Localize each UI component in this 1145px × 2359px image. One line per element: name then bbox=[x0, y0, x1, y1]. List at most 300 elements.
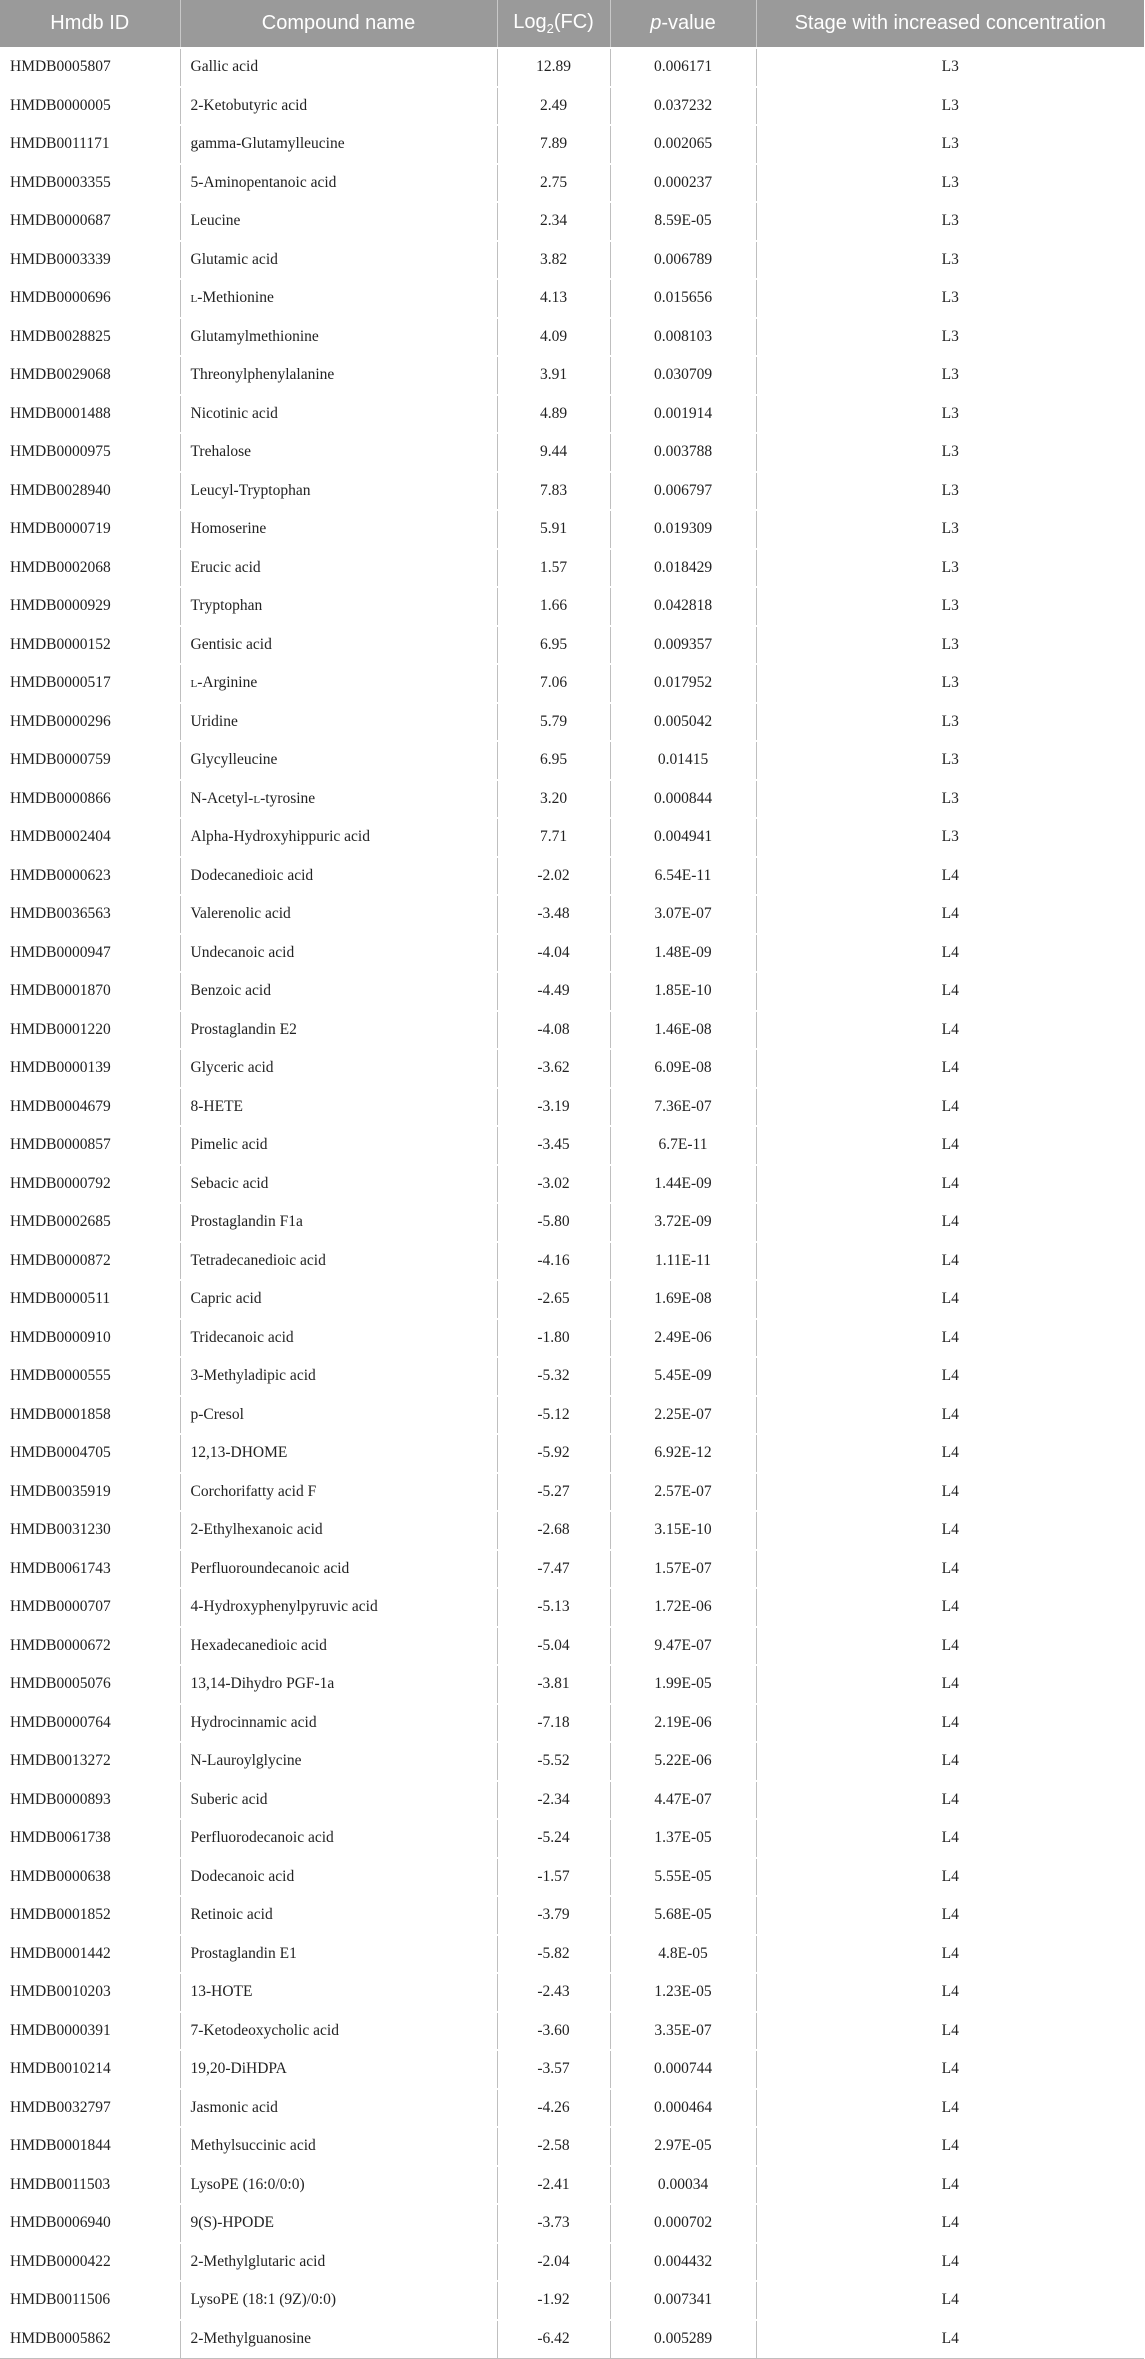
cell-log2fc: -5.80 bbox=[497, 1203, 610, 1242]
cell-compound-name: LysoPE (16:0/0:0) bbox=[180, 2166, 497, 2205]
table-row bbox=[0, 1665, 1144, 1704]
cell-stage: L4 bbox=[756, 1704, 1144, 1743]
cell-log2fc: -2.04 bbox=[497, 2243, 610, 2282]
cell-stage: L3 bbox=[756, 318, 1144, 357]
cell-stage: L4 bbox=[756, 1434, 1144, 1473]
cell-compound-name: 13-HOTE bbox=[180, 1973, 497, 2012]
cell-hmdb-id: HMDB0000947 bbox=[0, 934, 180, 973]
cell-stage: L4 bbox=[756, 1550, 1144, 1589]
cell-hmdb-id: HMDB0000910 bbox=[0, 1319, 180, 1358]
cell-stage: L4 bbox=[756, 1088, 1144, 1127]
table-row bbox=[0, 472, 1144, 511]
cell-log2fc: 5.79 bbox=[497, 703, 610, 742]
cell-hmdb-id: HMDB0061738 bbox=[0, 1819, 180, 1858]
cell-hmdb-id: HMDB0000866 bbox=[0, 780, 180, 819]
cell-log2fc: -1.57 bbox=[497, 1858, 610, 1897]
cell-compound-name: 4-Hydroxyphenylpyruvic acid bbox=[180, 1588, 497, 1627]
cell-compound-name: Prostaglandin E2 bbox=[180, 1011, 497, 1050]
cell-p-value: 0.00034 bbox=[610, 2166, 756, 2205]
cell-hmdb-id: HMDB0003355 bbox=[0, 164, 180, 203]
cell-compound-name: 2-Ethylhexanoic acid bbox=[180, 1511, 497, 1550]
cell-hmdb-id: HMDB0010203 bbox=[0, 1973, 180, 2012]
cell-stage: L4 bbox=[756, 1126, 1144, 1165]
cell-log2fc: -6.42 bbox=[497, 2320, 610, 2359]
table-row bbox=[0, 818, 1144, 857]
table-row bbox=[0, 1704, 1144, 1743]
cell-hmdb-id: HMDB0000296 bbox=[0, 703, 180, 742]
cell-stage: L3 bbox=[756, 433, 1144, 472]
cell-log2fc: 4.09 bbox=[497, 318, 610, 357]
cell-hmdb-id: HMDB0001220 bbox=[0, 1011, 180, 1050]
cell-compound-name: Glycylleucine bbox=[180, 741, 497, 780]
cell-compound-name: Dodecanoic acid bbox=[180, 1858, 497, 1897]
table-row bbox=[0, 1550, 1144, 1589]
header-p-value bbox=[610, 0, 756, 48]
cell-log2fc: -2.34 bbox=[497, 1781, 610, 1820]
cell-p-value: 1.69E-08 bbox=[610, 1280, 756, 1319]
cell-p-value: 0.006797 bbox=[610, 472, 756, 511]
cell-hmdb-id: HMDB0002685 bbox=[0, 1203, 180, 1242]
cell-stage: L4 bbox=[756, 1396, 1144, 1435]
cell-compound-name: Hydrocinnamic acid bbox=[180, 1704, 497, 1743]
cell-hmdb-id: HMDB0035919 bbox=[0, 1473, 180, 1512]
cell-compound-name: Leucine bbox=[180, 202, 497, 241]
cell-stage: L3 bbox=[756, 279, 1144, 318]
table-row bbox=[0, 741, 1144, 780]
cell-stage: L3 bbox=[756, 164, 1144, 203]
cell-compound-name: Perfluoroundecanoic acid bbox=[180, 1550, 497, 1589]
cell-compound-name: gamma-Glutamylleucine bbox=[180, 125, 497, 164]
cell-p-value: 6.92E-12 bbox=[610, 1434, 756, 1473]
cell-log2fc: -4.49 bbox=[497, 972, 610, 1011]
cell-hmdb-id: HMDB0001870 bbox=[0, 972, 180, 1011]
cell-hmdb-id: HMDB0000152 bbox=[0, 626, 180, 665]
cell-hmdb-id: HMDB0000792 bbox=[0, 1165, 180, 1204]
cell-hmdb-id: HMDB0001858 bbox=[0, 1396, 180, 1435]
cell-hmdb-id: HMDB0000696 bbox=[0, 279, 180, 318]
cell-stage: L3 bbox=[756, 664, 1144, 703]
cell-compound-name: 2-Methylguanosine bbox=[180, 2320, 497, 2359]
cell-p-value: 0.005042 bbox=[610, 703, 756, 742]
table-row bbox=[0, 1203, 1144, 1242]
cell-hmdb-id: HMDB0000764 bbox=[0, 1704, 180, 1743]
cell-stage: L4 bbox=[756, 1588, 1144, 1627]
cell-compound-name: Retinoic acid bbox=[180, 1896, 497, 1935]
table-row bbox=[0, 1011, 1144, 1050]
cell-p-value: 0.000844 bbox=[610, 780, 756, 819]
cell-log2fc: -4.16 bbox=[497, 1242, 610, 1281]
cell-p-value: 2.97E-05 bbox=[610, 2127, 756, 2166]
cell-compound-name: Glutamylmethionine bbox=[180, 318, 497, 357]
cell-p-value: 0.007341 bbox=[610, 2281, 756, 2320]
table-row bbox=[0, 1588, 1144, 1627]
cell-compound-name: Hexadecanedioic acid bbox=[180, 1627, 497, 1666]
cell-compound-name: N-Acetyl-l-tyrosine bbox=[180, 780, 497, 819]
cell-p-value: 8.59E-05 bbox=[610, 202, 756, 241]
cell-log2fc: 7.83 bbox=[497, 472, 610, 511]
cell-hmdb-id: HMDB0028940 bbox=[0, 472, 180, 511]
cell-hmdb-id: HMDB0004705 bbox=[0, 1434, 180, 1473]
table-body bbox=[0, 48, 1144, 2358]
cell-hmdb-id: HMDB0031230 bbox=[0, 1511, 180, 1550]
cell-compound-name: N-Lauroylglycine bbox=[180, 1742, 497, 1781]
cell-p-value: 1.85E-10 bbox=[610, 972, 756, 1011]
cell-log2fc: 5.91 bbox=[497, 510, 610, 549]
table-row bbox=[0, 664, 1144, 703]
cell-log2fc: -2.41 bbox=[497, 2166, 610, 2205]
cell-compound-name: 2-Methylglutaric acid bbox=[180, 2243, 497, 2282]
cell-hmdb-id: HMDB0006940 bbox=[0, 2204, 180, 2243]
cell-log2fc: -2.02 bbox=[497, 857, 610, 896]
cell-p-value: 1.72E-06 bbox=[610, 1588, 756, 1627]
cell-p-value: 0.001914 bbox=[610, 395, 756, 434]
cell-stage: L4 bbox=[756, 1280, 1144, 1319]
cell-p-value: 0.037232 bbox=[610, 87, 756, 126]
cell-p-value: 1.99E-05 bbox=[610, 1665, 756, 1704]
table-row bbox=[0, 2320, 1144, 2359]
cell-log2fc: -3.19 bbox=[497, 1088, 610, 1127]
table-row bbox=[0, 1627, 1144, 1666]
cell-hmdb-id: HMDB0000893 bbox=[0, 1781, 180, 1820]
table-row bbox=[0, 164, 1144, 203]
cell-compound-name: Leucyl-Tryptophan bbox=[180, 472, 497, 511]
table-row bbox=[0, 1858, 1144, 1897]
table-row bbox=[0, 356, 1144, 395]
cell-hmdb-id: HMDB0005076 bbox=[0, 1665, 180, 1704]
table-row bbox=[0, 279, 1144, 318]
cell-stage: L3 bbox=[756, 241, 1144, 280]
table-row bbox=[0, 510, 1144, 549]
cell-log2fc: -5.12 bbox=[497, 1396, 610, 1435]
cell-log2fc: -3.02 bbox=[497, 1165, 610, 1204]
cell-log2fc: 1.66 bbox=[497, 587, 610, 626]
table-row bbox=[0, 895, 1144, 934]
cell-stage: L4 bbox=[756, 934, 1144, 973]
cell-stage: L4 bbox=[756, 1742, 1144, 1781]
cell-stage: L4 bbox=[756, 2089, 1144, 2128]
cell-compound-name: Prostaglandin F1a bbox=[180, 1203, 497, 1242]
table-row bbox=[0, 1165, 1144, 1204]
cell-stage: L4 bbox=[756, 1242, 1144, 1281]
cell-log2fc: -3.62 bbox=[497, 1049, 610, 1088]
cell-stage: L4 bbox=[756, 1781, 1144, 1820]
cell-log2fc: 7.89 bbox=[497, 125, 610, 164]
cell-stage: L4 bbox=[756, 972, 1144, 1011]
header-row bbox=[0, 0, 1144, 48]
cell-compound-name: Alpha-Hydroxyhippuric acid bbox=[180, 818, 497, 857]
cell-hmdb-id: HMDB0000672 bbox=[0, 1627, 180, 1666]
table-row bbox=[0, 934, 1144, 973]
cell-compound-name: Capric acid bbox=[180, 1280, 497, 1319]
cell-p-value: 1.57E-07 bbox=[610, 1550, 756, 1589]
cell-compound-name: Suberic acid bbox=[180, 1781, 497, 1820]
cell-stage: L4 bbox=[756, 857, 1144, 896]
cell-p-value: 0.002065 bbox=[610, 125, 756, 164]
table-row bbox=[0, 318, 1144, 357]
table-row bbox=[0, 1357, 1144, 1396]
cell-compound-name: Homoserine bbox=[180, 510, 497, 549]
cell-stage: L3 bbox=[756, 356, 1144, 395]
cell-hmdb-id: HMDB0036563 bbox=[0, 895, 180, 934]
cell-hmdb-id: HMDB0000422 bbox=[0, 2243, 180, 2282]
table-row bbox=[0, 1819, 1144, 1858]
cell-stage: L3 bbox=[756, 703, 1144, 742]
table-row bbox=[0, 1396, 1144, 1435]
cell-hmdb-id: HMDB0000139 bbox=[0, 1049, 180, 1088]
cell-p-value: 4.8E-05 bbox=[610, 1935, 756, 1974]
cell-stage: L3 bbox=[756, 510, 1144, 549]
cell-hmdb-id: HMDB0000511 bbox=[0, 1280, 180, 1319]
cell-p-value: 0.01415 bbox=[610, 741, 756, 780]
cell-stage: L3 bbox=[756, 626, 1144, 665]
cell-compound-name: Jasmonic acid bbox=[180, 2089, 497, 2128]
cell-hmdb-id: HMDB0000391 bbox=[0, 2012, 180, 2051]
cell-log2fc: 3.20 bbox=[497, 780, 610, 819]
header-hmdb-id: Hmdb ID bbox=[0, 0, 180, 48]
cell-stage: L4 bbox=[756, 1165, 1144, 1204]
cell-compound-name: Glyceric acid bbox=[180, 1049, 497, 1088]
table-row bbox=[0, 2166, 1144, 2205]
cell-log2fc: -3.81 bbox=[497, 1665, 610, 1704]
cell-compound-name: l-Arginine bbox=[180, 664, 497, 703]
header-p-value-italic: p bbox=[650, 12, 662, 34]
table-row bbox=[0, 241, 1144, 280]
cell-compound-name: Dodecanedioic acid bbox=[180, 857, 497, 896]
table-row bbox=[0, 1742, 1144, 1781]
cell-log2fc: -5.52 bbox=[497, 1742, 610, 1781]
cell-hmdb-id: HMDB0000857 bbox=[0, 1126, 180, 1165]
cell-compound-name: Tridecanoic acid bbox=[180, 1319, 497, 1358]
cell-log2fc: -2.43 bbox=[497, 1973, 610, 2012]
cell-hmdb-id: HMDB0005807 bbox=[0, 48, 180, 87]
cell-hmdb-id: HMDB0000687 bbox=[0, 202, 180, 241]
cell-stage: L3 bbox=[756, 549, 1144, 588]
cell-compound-name: 5-Aminopentanoic acid bbox=[180, 164, 497, 203]
cell-p-value: 2.25E-07 bbox=[610, 1396, 756, 1435]
cell-p-value: 0.005289 bbox=[610, 2320, 756, 2359]
cell-compound-name: 8-HETE bbox=[180, 1088, 497, 1127]
cell-compound-name: l-Methionine bbox=[180, 279, 497, 318]
cell-p-value: 0.003788 bbox=[610, 433, 756, 472]
cell-compound-name: Tryptophan bbox=[180, 587, 497, 626]
cell-compound-name: 7-Ketodeoxycholic acid bbox=[180, 2012, 497, 2051]
header-log2fc-prefix: Log bbox=[513, 11, 547, 33]
table-row bbox=[0, 2127, 1144, 2166]
cell-log2fc: 9.44 bbox=[497, 433, 610, 472]
cell-hmdb-id: HMDB0013272 bbox=[0, 1742, 180, 1781]
cell-p-value: 0.019309 bbox=[610, 510, 756, 549]
cell-hmdb-id: HMDB0000929 bbox=[0, 587, 180, 626]
cell-p-value: 5.55E-05 bbox=[610, 1858, 756, 1897]
cell-log2fc: 3.91 bbox=[497, 356, 610, 395]
cell-compound-name: Gentisic acid bbox=[180, 626, 497, 665]
cell-p-value: 0.004432 bbox=[610, 2243, 756, 2282]
cell-hmdb-id: HMDB0003339 bbox=[0, 241, 180, 280]
cell-compound-name: Gallic acid bbox=[180, 48, 497, 87]
cell-p-value: 0.008103 bbox=[610, 318, 756, 357]
cell-stage: L4 bbox=[756, 1203, 1144, 1242]
cell-log2fc: 2.49 bbox=[497, 87, 610, 126]
cell-log2fc: -5.32 bbox=[497, 1357, 610, 1396]
cell-log2fc: -3.57 bbox=[497, 2050, 610, 2089]
cell-log2fc: -1.80 bbox=[497, 1319, 610, 1358]
cell-compound-name: Nicotinic acid bbox=[180, 395, 497, 434]
cell-log2fc: -5.92 bbox=[497, 1434, 610, 1473]
cell-p-value: 3.07E-07 bbox=[610, 895, 756, 934]
cell-stage: L3 bbox=[756, 202, 1144, 241]
cell-stage: L3 bbox=[756, 472, 1144, 511]
cell-p-value: 2.19E-06 bbox=[610, 1704, 756, 1743]
cell-p-value: 0.000464 bbox=[610, 2089, 756, 2128]
cell-compound-name: Undecanoic acid bbox=[180, 934, 497, 973]
cell-p-value: 0.000744 bbox=[610, 2050, 756, 2089]
cell-log2fc: -5.24 bbox=[497, 1819, 610, 1858]
table-row bbox=[0, 1935, 1144, 1974]
cell-log2fc: 7.71 bbox=[497, 818, 610, 857]
cell-log2fc: 2.75 bbox=[497, 164, 610, 203]
cell-log2fc: -3.48 bbox=[497, 895, 610, 934]
cell-log2fc: 4.13 bbox=[497, 279, 610, 318]
cell-log2fc: -2.65 bbox=[497, 1280, 610, 1319]
cell-log2fc: -7.47 bbox=[497, 1550, 610, 1589]
cell-p-value: 5.68E-05 bbox=[610, 1896, 756, 1935]
cell-log2fc: -3.45 bbox=[497, 1126, 610, 1165]
cell-p-value: 9.47E-07 bbox=[610, 1627, 756, 1666]
cell-stage: L3 bbox=[756, 87, 1144, 126]
cell-stage: L4 bbox=[756, 1973, 1144, 2012]
table-row bbox=[0, 2243, 1144, 2282]
cell-compound-name: Methylsuccinic acid bbox=[180, 2127, 497, 2166]
cell-hmdb-id: HMDB0029068 bbox=[0, 356, 180, 395]
cell-log2fc: -5.04 bbox=[497, 1627, 610, 1666]
cell-p-value: 0.000702 bbox=[610, 2204, 756, 2243]
cell-stage: L4 bbox=[756, 2281, 1144, 2320]
cell-hmdb-id: HMDB0001442 bbox=[0, 1935, 180, 1974]
cell-compound-name: Glutamic acid bbox=[180, 241, 497, 280]
cell-log2fc: -2.68 bbox=[497, 1511, 610, 1550]
table-row bbox=[0, 48, 1144, 87]
cell-hmdb-id: HMDB0000638 bbox=[0, 1858, 180, 1897]
cell-stage: L4 bbox=[756, 1935, 1144, 1974]
table-row bbox=[0, 1473, 1144, 1512]
table-row bbox=[0, 2089, 1144, 2128]
cell-compound-name: Prostaglandin E1 bbox=[180, 1935, 497, 1974]
cell-p-value: 2.49E-06 bbox=[610, 1319, 756, 1358]
cell-compound-name: Valerenolic acid bbox=[180, 895, 497, 934]
cell-stage: L4 bbox=[756, 1011, 1144, 1050]
cell-stage: L3 bbox=[756, 395, 1144, 434]
cell-hmdb-id: HMDB0005862 bbox=[0, 2320, 180, 2359]
cell-p-value: 1.46E-08 bbox=[610, 1011, 756, 1050]
cell-hmdb-id: HMDB0000517 bbox=[0, 664, 180, 703]
cell-log2fc: -5.82 bbox=[497, 1935, 610, 1974]
cell-p-value: 5.45E-09 bbox=[610, 1357, 756, 1396]
table-row bbox=[0, 1319, 1144, 1358]
cell-compound-name: Perfluorodecanoic acid bbox=[180, 1819, 497, 1858]
cell-hmdb-id: HMDB0028825 bbox=[0, 318, 180, 357]
cell-compound-name: 19,20-DiHDPA bbox=[180, 2050, 497, 2089]
table-row bbox=[0, 587, 1144, 626]
cell-stage: L4 bbox=[756, 1357, 1144, 1396]
cell-log2fc: 4.89 bbox=[497, 395, 610, 434]
cell-p-value: 0.018429 bbox=[610, 549, 756, 588]
cell-hmdb-id: HMDB0000555 bbox=[0, 1357, 180, 1396]
cell-compound-name: LysoPE (18:1 (9Z)/0:0) bbox=[180, 2281, 497, 2320]
header-log2fc-subscript: 2 bbox=[546, 21, 554, 36]
header-stage: Stage with increased concentration bbox=[756, 0, 1144, 48]
table-row bbox=[0, 1434, 1144, 1473]
table-row bbox=[0, 1280, 1144, 1319]
cell-stage: L4 bbox=[756, 2243, 1144, 2282]
cell-hmdb-id: HMDB0001852 bbox=[0, 1896, 180, 1935]
table-row bbox=[0, 703, 1144, 742]
cell-hmdb-id: HMDB0000707 bbox=[0, 1588, 180, 1627]
cell-p-value: 1.11E-11 bbox=[610, 1242, 756, 1281]
cell-log2fc: -5.13 bbox=[497, 1588, 610, 1627]
cell-log2fc: -7.18 bbox=[497, 1704, 610, 1743]
cell-log2fc: -1.92 bbox=[497, 2281, 610, 2320]
cell-stage: L3 bbox=[756, 780, 1144, 819]
cell-p-value: 6.09E-08 bbox=[610, 1049, 756, 1088]
table-row bbox=[0, 1511, 1144, 1550]
cell-hmdb-id: HMDB0000872 bbox=[0, 1242, 180, 1281]
cell-stage: L4 bbox=[756, 1819, 1144, 1858]
cell-p-value: 4.47E-07 bbox=[610, 1781, 756, 1820]
table-row bbox=[0, 2204, 1144, 2243]
table-row bbox=[0, 626, 1144, 665]
cell-log2fc: -3.60 bbox=[497, 2012, 610, 2051]
cell-hmdb-id: HMDB0000975 bbox=[0, 433, 180, 472]
cell-log2fc: -5.27 bbox=[497, 1473, 610, 1512]
cell-stage: L3 bbox=[756, 125, 1144, 164]
cell-compound-name: 12,13-DHOME bbox=[180, 1434, 497, 1473]
cell-log2fc: -4.08 bbox=[497, 1011, 610, 1050]
cell-p-value: 1.23E-05 bbox=[610, 1973, 756, 2012]
cell-stage: L4 bbox=[756, 1858, 1144, 1897]
cell-p-value: 0.009357 bbox=[610, 626, 756, 665]
cell-p-value: 0.006789 bbox=[610, 241, 756, 280]
cell-p-value: 0.004941 bbox=[610, 818, 756, 857]
cell-p-value: 3.72E-09 bbox=[610, 1203, 756, 1242]
table-row bbox=[0, 549, 1144, 588]
cell-log2fc: -4.26 bbox=[497, 2089, 610, 2128]
cell-stage: L4 bbox=[756, 2204, 1144, 2243]
cell-stage: L3 bbox=[756, 741, 1144, 780]
cell-log2fc: -2.58 bbox=[497, 2127, 610, 2166]
cell-p-value: 1.37E-05 bbox=[610, 1819, 756, 1858]
cell-stage: L4 bbox=[756, 1319, 1144, 1358]
cell-hmdb-id: HMDB0032797 bbox=[0, 2089, 180, 2128]
table-row bbox=[0, 395, 1144, 434]
cell-p-value: 0.006171 bbox=[610, 48, 756, 87]
cell-hmdb-id: HMDB0011171 bbox=[0, 125, 180, 164]
cell-stage: L3 bbox=[756, 48, 1144, 87]
cell-p-value: 0.030709 bbox=[610, 356, 756, 395]
cell-stage: L3 bbox=[756, 587, 1144, 626]
table-row bbox=[0, 1242, 1144, 1281]
table-row bbox=[0, 857, 1144, 896]
cell-compound-name: 3-Methyladipic acid bbox=[180, 1357, 497, 1396]
table-row bbox=[0, 1049, 1144, 1088]
cell-log2fc: 12.89 bbox=[497, 48, 610, 87]
header-log2fc bbox=[497, 0, 610, 48]
cell-stage: L4 bbox=[756, 1896, 1144, 1935]
cell-p-value: 1.48E-09 bbox=[610, 934, 756, 973]
cell-stage: L4 bbox=[756, 2050, 1144, 2089]
cell-log2fc: -3.79 bbox=[497, 1896, 610, 1935]
cell-log2fc: 2.34 bbox=[497, 202, 610, 241]
cell-hmdb-id: HMDB0000719 bbox=[0, 510, 180, 549]
